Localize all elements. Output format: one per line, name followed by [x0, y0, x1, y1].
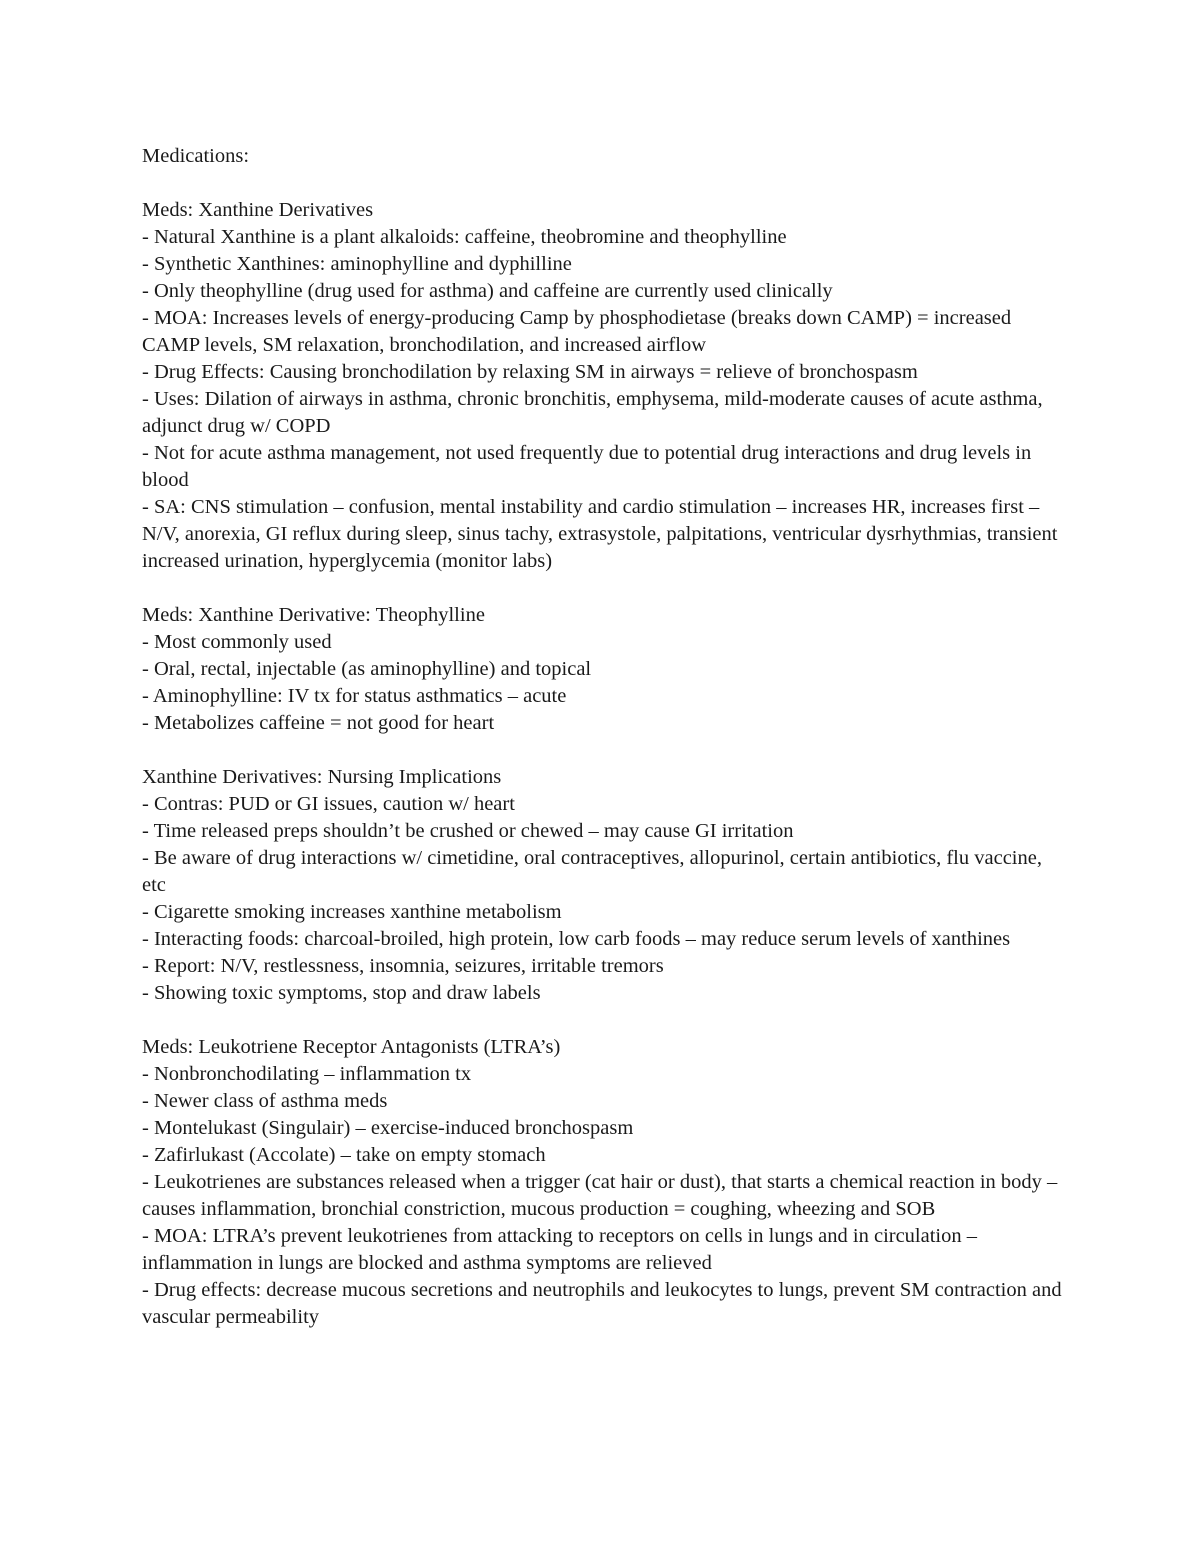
list-item: - SA: CNS stimulation – confusion, mental instability and cardio stimulation – increases HR, increases first – N/V, anorexia, GI reflux during sleep, sinus tachy, extrasystole, palpitations, ventricular dysrhythmias, transient increased urination, hyperglycemia (monitor labs)	[142, 496, 1058, 572]
list-item: - Drug Effects: Causing bronchodilation by relaxing SM in airways = relieve of bronchospasm	[142, 361, 918, 383]
list-item: - Not for acute asthma management, not used frequently due to potential drug interactions and drug levels in blood	[142, 442, 1032, 491]
list-item: - Newer class of asthma meds	[142, 1090, 388, 1112]
list-item: - MOA: Increases levels of energy-producing Camp by phosphodietase (breaks down CAMP) = increased CAMP levels, SM relaxation, bronchodilation, and increased airflow	[142, 307, 1012, 356]
list-item: - Showing toxic symptoms, stop and draw labels	[142, 982, 541, 1004]
section-nursing-implications	[142, 764, 1067, 1007]
document-body	[142, 143, 1067, 1358]
list-item: - Time released preps shouldn’t be crushed or chewed – may cause GI irritation	[142, 820, 794, 842]
section-lines	[142, 791, 1067, 1007]
list-item: - Oral, rectal, injectable (as aminophylline) and topical	[142, 658, 592, 680]
section-heading: Meds: Leukotriene Receptor Antagonists (LTRA’s)	[142, 1036, 561, 1058]
list-item: - Drug effects: decrease mucous secretions and neutrophils and leukocytes to lungs, prevent SM contraction and vascular permeability	[142, 1279, 1062, 1328]
section-xanthine-derivatives	[142, 197, 1067, 575]
list-item: - MOA: LTRA’s prevent leukotrienes from attacking to receptors on cells in lungs and in circulation – inflammation in lungs are blocked and asthma symptoms are relieved	[142, 1225, 977, 1274]
list-item: - Contras: PUD or GI issues, caution w/ heart	[142, 793, 515, 815]
section-lines	[142, 224, 1067, 575]
list-item: - Metabolizes caffeine = not good for heart	[142, 712, 495, 734]
section-heading: Meds: Xanthine Derivatives	[142, 199, 374, 221]
list-item: - Interacting foods: charcoal-broiled, high protein, low carb foods – may reduce serum levels of xanthines	[142, 928, 1011, 950]
list-item: - Only theophylline (drug used for asthma) and caffeine are currently used clinically	[142, 280, 833, 302]
list-item: - Aminophylline: IV tx for status asthmatics – acute	[142, 685, 567, 707]
list-item: - Natural Xanthine is a plant alkaloids: caffeine, theobromine and theophylline	[142, 226, 787, 248]
list-item: - Montelukast (Singulair) – exercise-induced bronchospasm	[142, 1117, 634, 1139]
list-item: - Cigarette smoking increases xanthine metabolism	[142, 901, 562, 923]
list-item: - Most commonly used	[142, 631, 332, 653]
list-item: - Synthetic Xanthines: aminophylline and dyphilline	[142, 253, 572, 275]
section-heading: Xanthine Derivatives: Nursing Implications	[142, 766, 502, 788]
section-theophylline	[142, 602, 1067, 737]
list-item: - Report: N/V, restlessness, insomnia, seizures, irritable tremors	[142, 955, 664, 977]
list-item: - Nonbronchodilating – inflammation tx	[142, 1063, 472, 1085]
page-title: Medications:	[142, 145, 250, 167]
list-item: - Be aware of drug interactions w/ cimetidine, oral contraceptives, allopurinol, certain antibiotics, flu vaccine, etc	[142, 847, 1042, 896]
section-leukotriene-receptor-antagonists	[142, 1034, 1067, 1331]
list-item: - Zafirlukast (Accolate) – take on empty stomach	[142, 1144, 546, 1166]
list-item: - Leukotrienes are substances released when a trigger (cat hair or dust), that starts a chemical reaction in body – causes inflammation, bronchial constriction, mucous production = coughing, wheezing and SOB	[142, 1171, 1058, 1220]
section-lines	[142, 1061, 1067, 1331]
section-heading: Meds: Xanthine Derivative: Theophylline	[142, 604, 485, 626]
section-lines	[142, 629, 1067, 737]
list-item: - Uses: Dilation of airways in asthma, chronic bronchitis, emphysema, mild-moderate causes of acute asthma, adjunct drug w/ COPD	[142, 388, 1043, 437]
